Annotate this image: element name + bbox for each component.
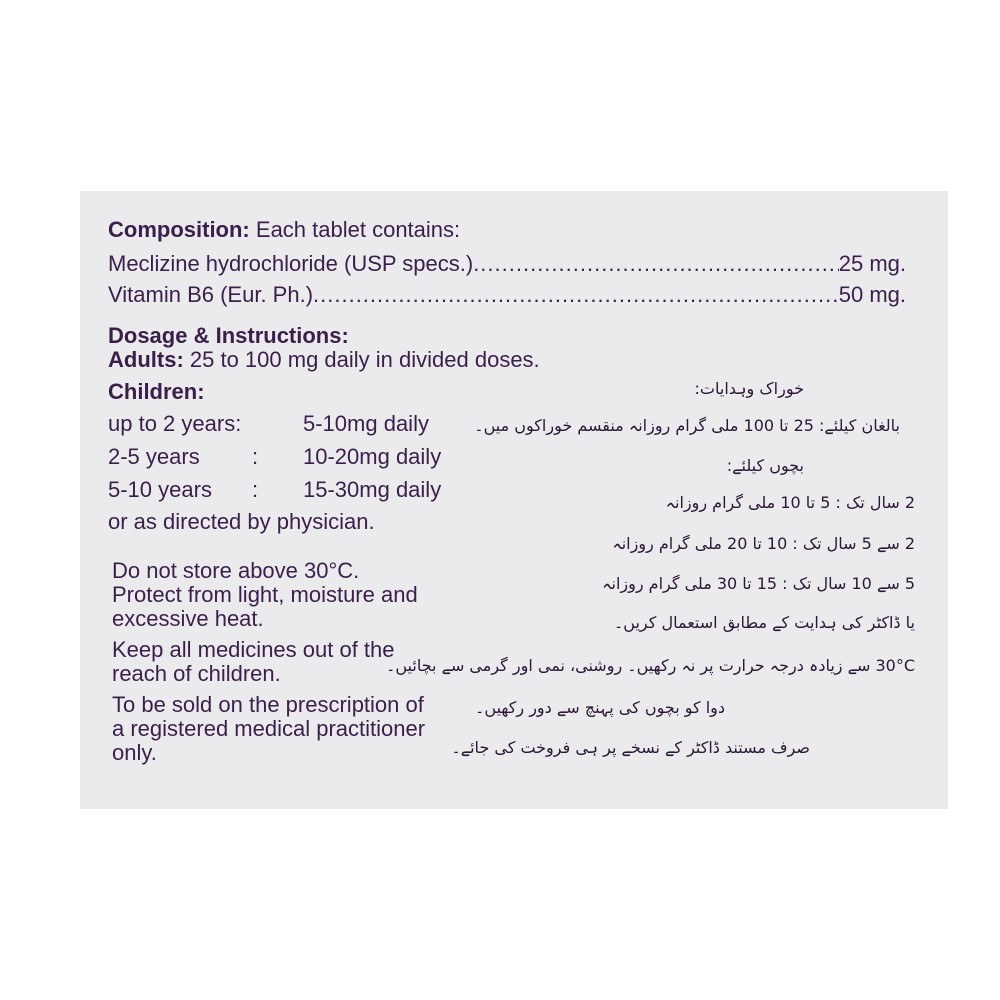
urdu-row-1: 2 سال تک : 5 تا 10 ملی گرام روزانہ — [665, 493, 915, 512]
leader-dots — [313, 283, 839, 307]
physician-note: or as directed by physician. — [108, 509, 375, 534]
ingredient-vitamin-b6 — [108, 283, 906, 307]
dosage-heading: Dosage & Instructions: — [108, 323, 349, 348]
composition-line — [108, 218, 460, 242]
composition-heading: Composition: — [108, 217, 250, 242]
urdu-row-3: 5 سے 10 سال تک : 15 تا 30 ملی گرام روزانہ — [602, 574, 915, 593]
children-dose: 5-10mg daily — [303, 411, 429, 436]
prescription-line-3: only. — [112, 740, 157, 765]
ingredient-meclizine — [108, 252, 906, 276]
storage-line-3: excessive heat. — [112, 606, 264, 631]
children-heading: Children: — [108, 379, 205, 404]
urdu-storage: 30°C سے زیادہ درجہ حرارت پر نہ رکھیں۔ روشنی، نمی اور گرمی سے بچائیں۔ — [385, 656, 915, 675]
urdu-keep: دوا کو بچوں کی پہنچ سے دور رکھیں۔ — [475, 698, 725, 717]
urdu-prescription: صرف مستند ڈاکٹر کے نسخے پر ہی فروخت کی جائے۔ — [451, 738, 810, 757]
urdu-physician: یا ڈاکٹر کی ہدایت کے مطابق استعمال کریں۔ — [613, 613, 915, 632]
prescription-line-2: a registered medical practitioner — [112, 716, 426, 741]
keep-line-1: Keep all medicines out of the — [112, 637, 395, 662]
ingredient-amount: 25 mg. — [838, 251, 906, 276]
children-dose: 10-20mg daily — [303, 444, 442, 469]
storage-line-1: Do not store above 30°C. — [112, 558, 360, 583]
ingredient-name: Meclizine hydrochloride (USP specs.) — [108, 251, 474, 276]
children-age: 2-5 years — [108, 444, 200, 469]
children-sep: : — [252, 444, 259, 469]
urdu-row-2: 2 سے 5 سال تک : 10 تا 20 ملی گرام روزانہ — [612, 534, 915, 553]
adults-line — [108, 348, 540, 372]
children-sep: : — [252, 477, 259, 502]
adults-label: Adults: — [108, 347, 184, 372]
urdu-heading: خوراک وہدایات: — [694, 379, 804, 398]
storage-line-2: Protect from light, moisture and — [112, 582, 418, 607]
adults-text: 25 to 100 mg daily in divided doses. — [189, 347, 540, 372]
prescription-line-1: To be sold on the prescription of — [112, 692, 424, 717]
urdu-adults: بالغان کیلئے: 25 تا 100 ملی گرام روزانہ منقسم خوراکوں میں۔ — [474, 416, 900, 435]
children-age: up to 2 years: — [108, 411, 242, 436]
children-dose: 15-30mg daily — [303, 477, 442, 502]
ingredient-name: Vitamin B6 (Eur. Ph.) — [108, 282, 314, 307]
ingredient-amount: 50 mg. — [838, 282, 906, 307]
composition-intro: Each tablet contains: — [255, 217, 461, 242]
keep-line-2: reach of children. — [112, 661, 281, 686]
leader-dots — [473, 252, 839, 276]
children-age: 5-10 years — [108, 477, 212, 502]
urdu-children-heading: بچوں کیلئے: — [726, 456, 804, 475]
